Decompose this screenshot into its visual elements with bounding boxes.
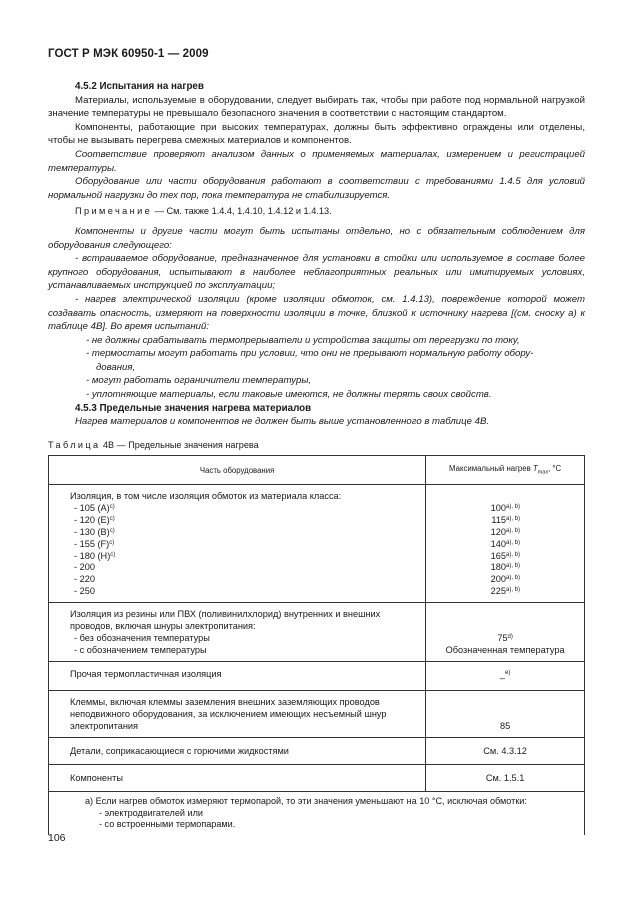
insulation-class-label: - 180 (Н) [74, 550, 111, 561]
row-subitem: - без обозначения температуры [74, 632, 210, 643]
column-header-symbol: T [532, 464, 538, 474]
column-header-subscript: max [537, 469, 549, 476]
insulation-value [430, 562, 580, 574]
footnote: а) Если нагрев обмоток измеряют термопарой, то эти значения уменьшают на 10 °С, исключая обмотки: [85, 796, 527, 807]
table-cell [426, 485, 585, 603]
footnote-ref: с) [110, 551, 116, 558]
value: 120 [490, 526, 506, 537]
list-item-continuation: дования, [96, 361, 136, 373]
paragraph: Нагрев материалов и компонентов не должен быть выше установленного в таблице 4В. [75, 416, 490, 428]
document-body [48, 80, 585, 429]
value: 115 [491, 514, 506, 525]
section-heading-4-5-3: 4.5.3 Предельные значения нагрева материалов [75, 402, 312, 414]
insulation-class-item [70, 551, 417, 563]
row-subitem: - с обозначением температуры [74, 644, 207, 655]
footnote-ref: с) [109, 515, 115, 522]
table-cell: Прочая термопластичная изоляция [49, 662, 426, 691]
table-caption-label: Таблица [48, 440, 101, 450]
insulation-class-item [70, 515, 417, 527]
paragraph: Оборудование или части оборудования работают в соответствии с требованиями 1.4.5 для условий нормальной нагрузки до тех пор, пока температура не стабилизируется. [48, 176, 585, 201]
value: 75 [497, 632, 508, 643]
column-header-text: Максимальный нагрев [449, 464, 533, 474]
table-footnotes-row [49, 792, 585, 835]
table-header-row [49, 456, 585, 485]
row-title: Изоляция, в том числе изоляция обмоток из материала класса: [70, 491, 342, 501]
footnote-ref: с) [109, 539, 115, 546]
table-cell: Клеммы, включая клеммы заземления внешних заземляющих проводов неподвижного оборудования, за исключением имеющих несъемный шнур электропитания [49, 691, 426, 738]
value: 165 [490, 550, 506, 561]
insulation-class-item [70, 527, 417, 539]
footnote-ref: с) [109, 527, 115, 534]
insulation-class-label: - 220 [74, 574, 95, 585]
footnote-ref: a), b) [505, 539, 520, 546]
insulation-class-label: - 155 (F) [74, 538, 110, 549]
table-row [49, 603, 585, 662]
insulation-class-item [70, 562, 417, 574]
list-item: - могут работать ограничители температуры, [86, 375, 312, 387]
paragraph: Компоненты, работающие при высоких температурах, должны быть эффективно ограждены или отделены, чтобы не вызывать перегрева смежных материалов и компонентов. [48, 121, 585, 147]
footnote-ref: d) [507, 633, 513, 640]
insulation-class-list [70, 503, 417, 598]
insulation-value-list [430, 503, 580, 598]
footnote-ref: a), b) [505, 587, 520, 594]
table-row [49, 765, 585, 792]
insulation-class-item [70, 503, 417, 515]
value: 140 [490, 538, 506, 549]
footnote-ref: a), b) [505, 563, 520, 570]
list-item: - уплотняющие материалы, если таковые имеются, не должны терять своих свойств. [86, 389, 492, 401]
table-row [49, 662, 585, 691]
table-cell: Компоненты [49, 765, 426, 792]
cell-value: Обозначенная температура [445, 644, 565, 655]
note [48, 205, 585, 219]
table-cell: См. 4.3.12 [426, 738, 585, 765]
insulation-value [430, 539, 580, 551]
table-cell: См. 1.5.1 [426, 765, 585, 792]
value: 100 [490, 502, 506, 513]
value: _ [499, 669, 505, 680]
paragraph: - встраиваемое оборудование, предназначенное для установки в стойки или используемое в составе более крупного оборудования, испытывают в наиболее неблагоприятных реальных или имитируемых условиях, устанавливаемых инструкцией по эксплуатации; [48, 253, 585, 292]
insulation-class-label: - 120 (Е) [74, 514, 110, 525]
paragraph: Соответствие проверяют анализом данных о применяемых материалах, измерением и регистрацией температуры. [48, 148, 585, 174]
page-number: 106 [48, 832, 66, 844]
table-cell: Детали, соприкасающиеся с горючими жидкостями [49, 738, 426, 765]
note-text: — См. также 1.4.4, 1.4.10, 1.4.12 и 1.4.13. [152, 206, 332, 217]
table-cell [49, 603, 426, 662]
insulation-value [430, 551, 580, 563]
footnote-item: - со встроенными термопарами. [99, 819, 236, 830]
insulation-class-item [70, 539, 417, 551]
row-title: Изоляция из резины или ПВХ (поливинилхлорид) внутренних и внешних проводов, включая шнуры электропитания: [70, 609, 381, 632]
temperature-limits-table [48, 455, 585, 835]
table-row [49, 485, 585, 603]
footnote-ref: a), b) [505, 575, 520, 582]
value: 200 [490, 574, 506, 585]
insulation-class-item [70, 586, 417, 598]
value: 180 [490, 562, 506, 573]
value: 225 [490, 586, 506, 597]
footnote-ref: a), b) [505, 551, 520, 558]
table-cell [426, 603, 585, 662]
paragraph: Материалы, используемые в оборудовании, следует выбирать так, чтобы при работе под нормальной нагрузкой значение температуры не превышало безопасного значения в соответствии с настоящим стандартом. [48, 94, 585, 120]
footnote-item: - электродвигателей или [99, 807, 203, 818]
insulation-value [430, 527, 580, 539]
insulation-value [430, 586, 580, 598]
footnote-ref: e) [504, 670, 511, 677]
column-header-unit: , °С [548, 464, 562, 474]
insulation-value [430, 574, 580, 586]
insulation-class-label: - 105 (А) [74, 502, 110, 513]
table-cell [426, 662, 585, 691]
insulation-class-item [70, 574, 417, 586]
column-header-part: Часть оборудования [49, 456, 426, 485]
table-footnotes [49, 792, 585, 835]
table-row [49, 691, 585, 738]
column-header-max-heat [426, 456, 585, 485]
list-item: - термостаты могут работать при условии, что они не прерывают нормальную работу обору- [86, 348, 534, 360]
table-cell [426, 691, 585, 738]
section-heading-4-5-2: 4.5.2 Испытания на нагрев [75, 81, 204, 92]
table-row [49, 738, 585, 765]
table-caption-text: 4В — Предельные значения нагрева [100, 440, 259, 450]
insulation-value [430, 515, 580, 527]
insulation-value [430, 503, 580, 515]
paragraph: Компоненты и другие части могут быть испытаны отдельно, но с обязательным соблюдением для оборудования следующего: [48, 225, 585, 251]
insulation-class-label: - 130 (В) [74, 526, 110, 537]
footnote-ref: с) [109, 503, 115, 510]
table-caption [48, 440, 259, 450]
document-header: ГОСТ Р МЭК 60950-1 — 2009 [48, 48, 209, 60]
footnote-ref: a), b) [505, 515, 520, 522]
cell-value [430, 633, 580, 645]
table-cell [49, 485, 426, 603]
footnote-ref: a), b) [505, 503, 520, 510]
footnote-ref: a), b) [505, 527, 520, 534]
value: 85 [499, 721, 511, 732]
insulation-class-label: - 250 [74, 586, 95, 597]
paragraph: - нагрев электрической изоляции (кроме изоляции обмоток, см. 1.4.13), повреждение которой может создавать опасность, измеряют на поверхности изоляции в точке, близкой к источнику нагрева [(см. сноску а) к таблице 4B]. Во время испытаний: [48, 293, 585, 333]
list-item: - не должны срабатывать термопрерыватели и устройства защиты от перегрузки по току, [86, 334, 520, 346]
insulation-class-label: - 200 [74, 562, 95, 573]
note-label: Примечание [75, 206, 153, 217]
